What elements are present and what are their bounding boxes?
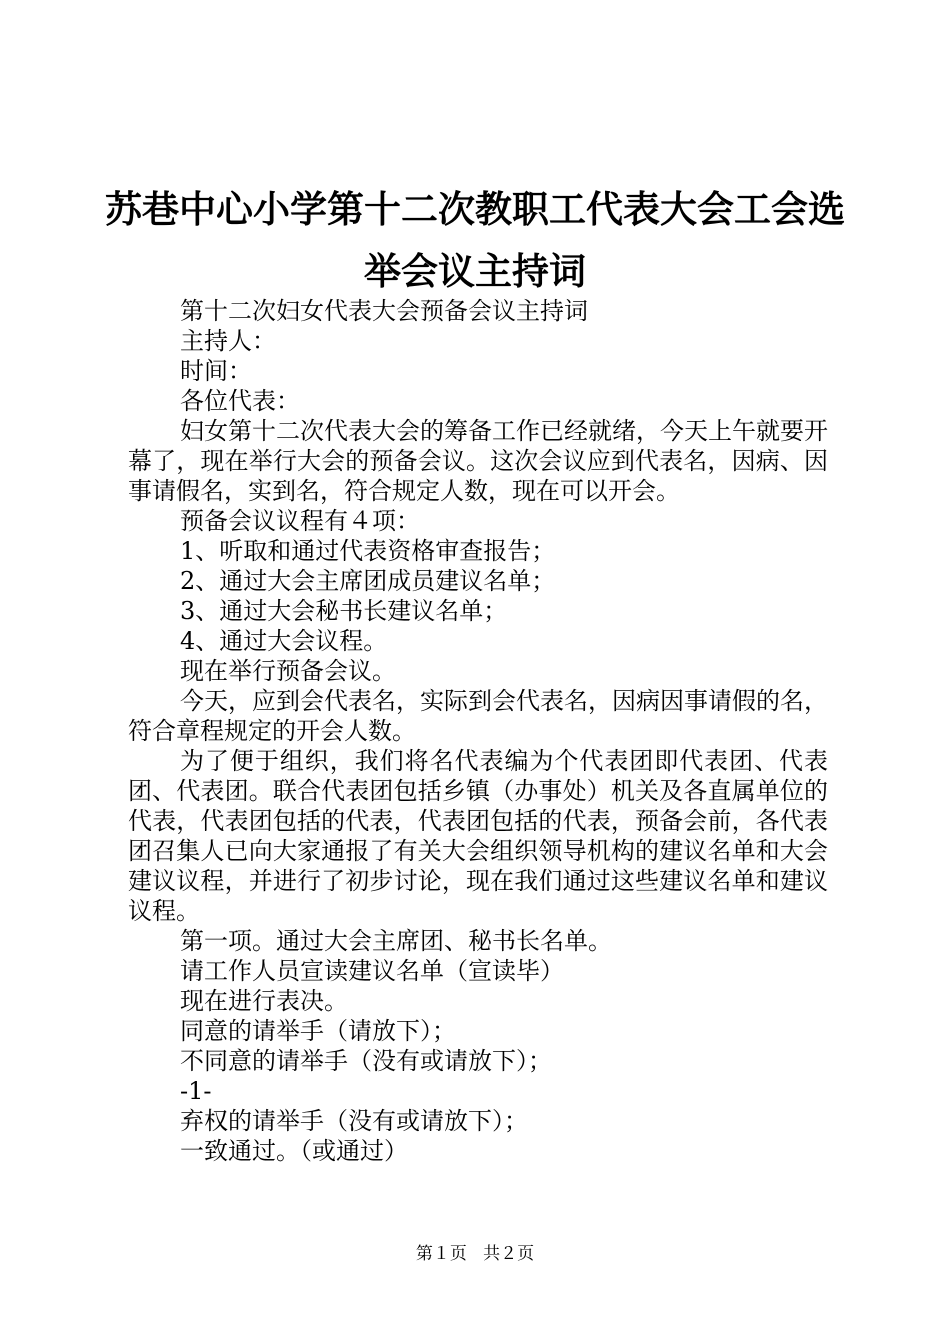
- paragraph-passed: 一致通过。（或通过）: [180, 1137, 408, 1165]
- inline-page-number: -1-: [180, 1077, 212, 1105]
- paragraph-host: 主持人：: [180, 327, 276, 355]
- agenda-item-2: 2、通过大会主席团成员建议名单；: [180, 567, 556, 595]
- title-line-2: 举会议主持词: [364, 249, 586, 293]
- page-footer: [0, 1242, 950, 1266]
- paragraph-time: 时间：: [180, 357, 252, 385]
- footer-total-label: 共２页: [483, 1244, 535, 1264]
- paragraph-greeting: 各位代表：: [180, 387, 300, 415]
- agenda-item-1: 1、听取和通过代表资格审查报告；: [180, 537, 556, 565]
- paragraph-abstain: 弃权的请举手（没有或请放下）；: [180, 1107, 528, 1135]
- agenda-item-3: 3、通过大会秘书长建议名单；: [180, 597, 508, 625]
- document-body: [128, 296, 828, 1166]
- paragraph-opening: 妇女第十二次代表大会的筹备工作已经就绪，今天上午就要开幕了，现在举行大会的预备会议。这次会议应到代表名，因病、因事请假名，实到名，符合规定人数，现在可以开会。: [128, 417, 828, 505]
- document-title: [60, 178, 890, 302]
- paragraph-agree: 同意的请举手（请放下）；: [180, 1017, 456, 1045]
- agenda-item-4: 4、通过大会议程。: [180, 627, 388, 655]
- paragraph-disagree: 不同意的请举手（没有或请放下）；: [180, 1047, 552, 1075]
- paragraph-attendance: 今天，应到会代表名，实际到会代表名，因病因事请假的名，符合章程规定的开会人数。: [128, 687, 828, 745]
- paragraph-read-list: 请工作人员宣读建议名单（宣读毕）: [180, 957, 564, 985]
- paragraph-organization: 为了便于组织，我们将名代表编为个代表团即代表团、代表团、代表团。联合代表团包括乡镇（办事处）机关及各直属单位的代表，代表团包括的代表，代表团包括的代表，预备会前，各代表团召集人已向大家通报了有关大会组织领导机构的建议名单和大会建议议程，并进行了初步讨论，现在我们通过这些建议名单和建议议程。: [128, 747, 828, 925]
- title-line-1: 苏巷中心小学第十二次教职工代表大会工会选: [105, 187, 845, 231]
- paragraph-vote: 现在进行表决。: [180, 987, 348, 1015]
- paragraph-item-one: 第一项。通过大会主席团、秘书长名单。: [180, 927, 612, 955]
- footer-page-label: 第１页: [415, 1244, 467, 1264]
- paragraph-start-meeting: 现在举行预备会议。: [180, 657, 396, 685]
- paragraph-agenda-intro: 预备会议议程有４项：: [180, 507, 420, 535]
- paragraph-subtitle: 第十二次妇女代表大会预备会议主持词: [180, 297, 588, 325]
